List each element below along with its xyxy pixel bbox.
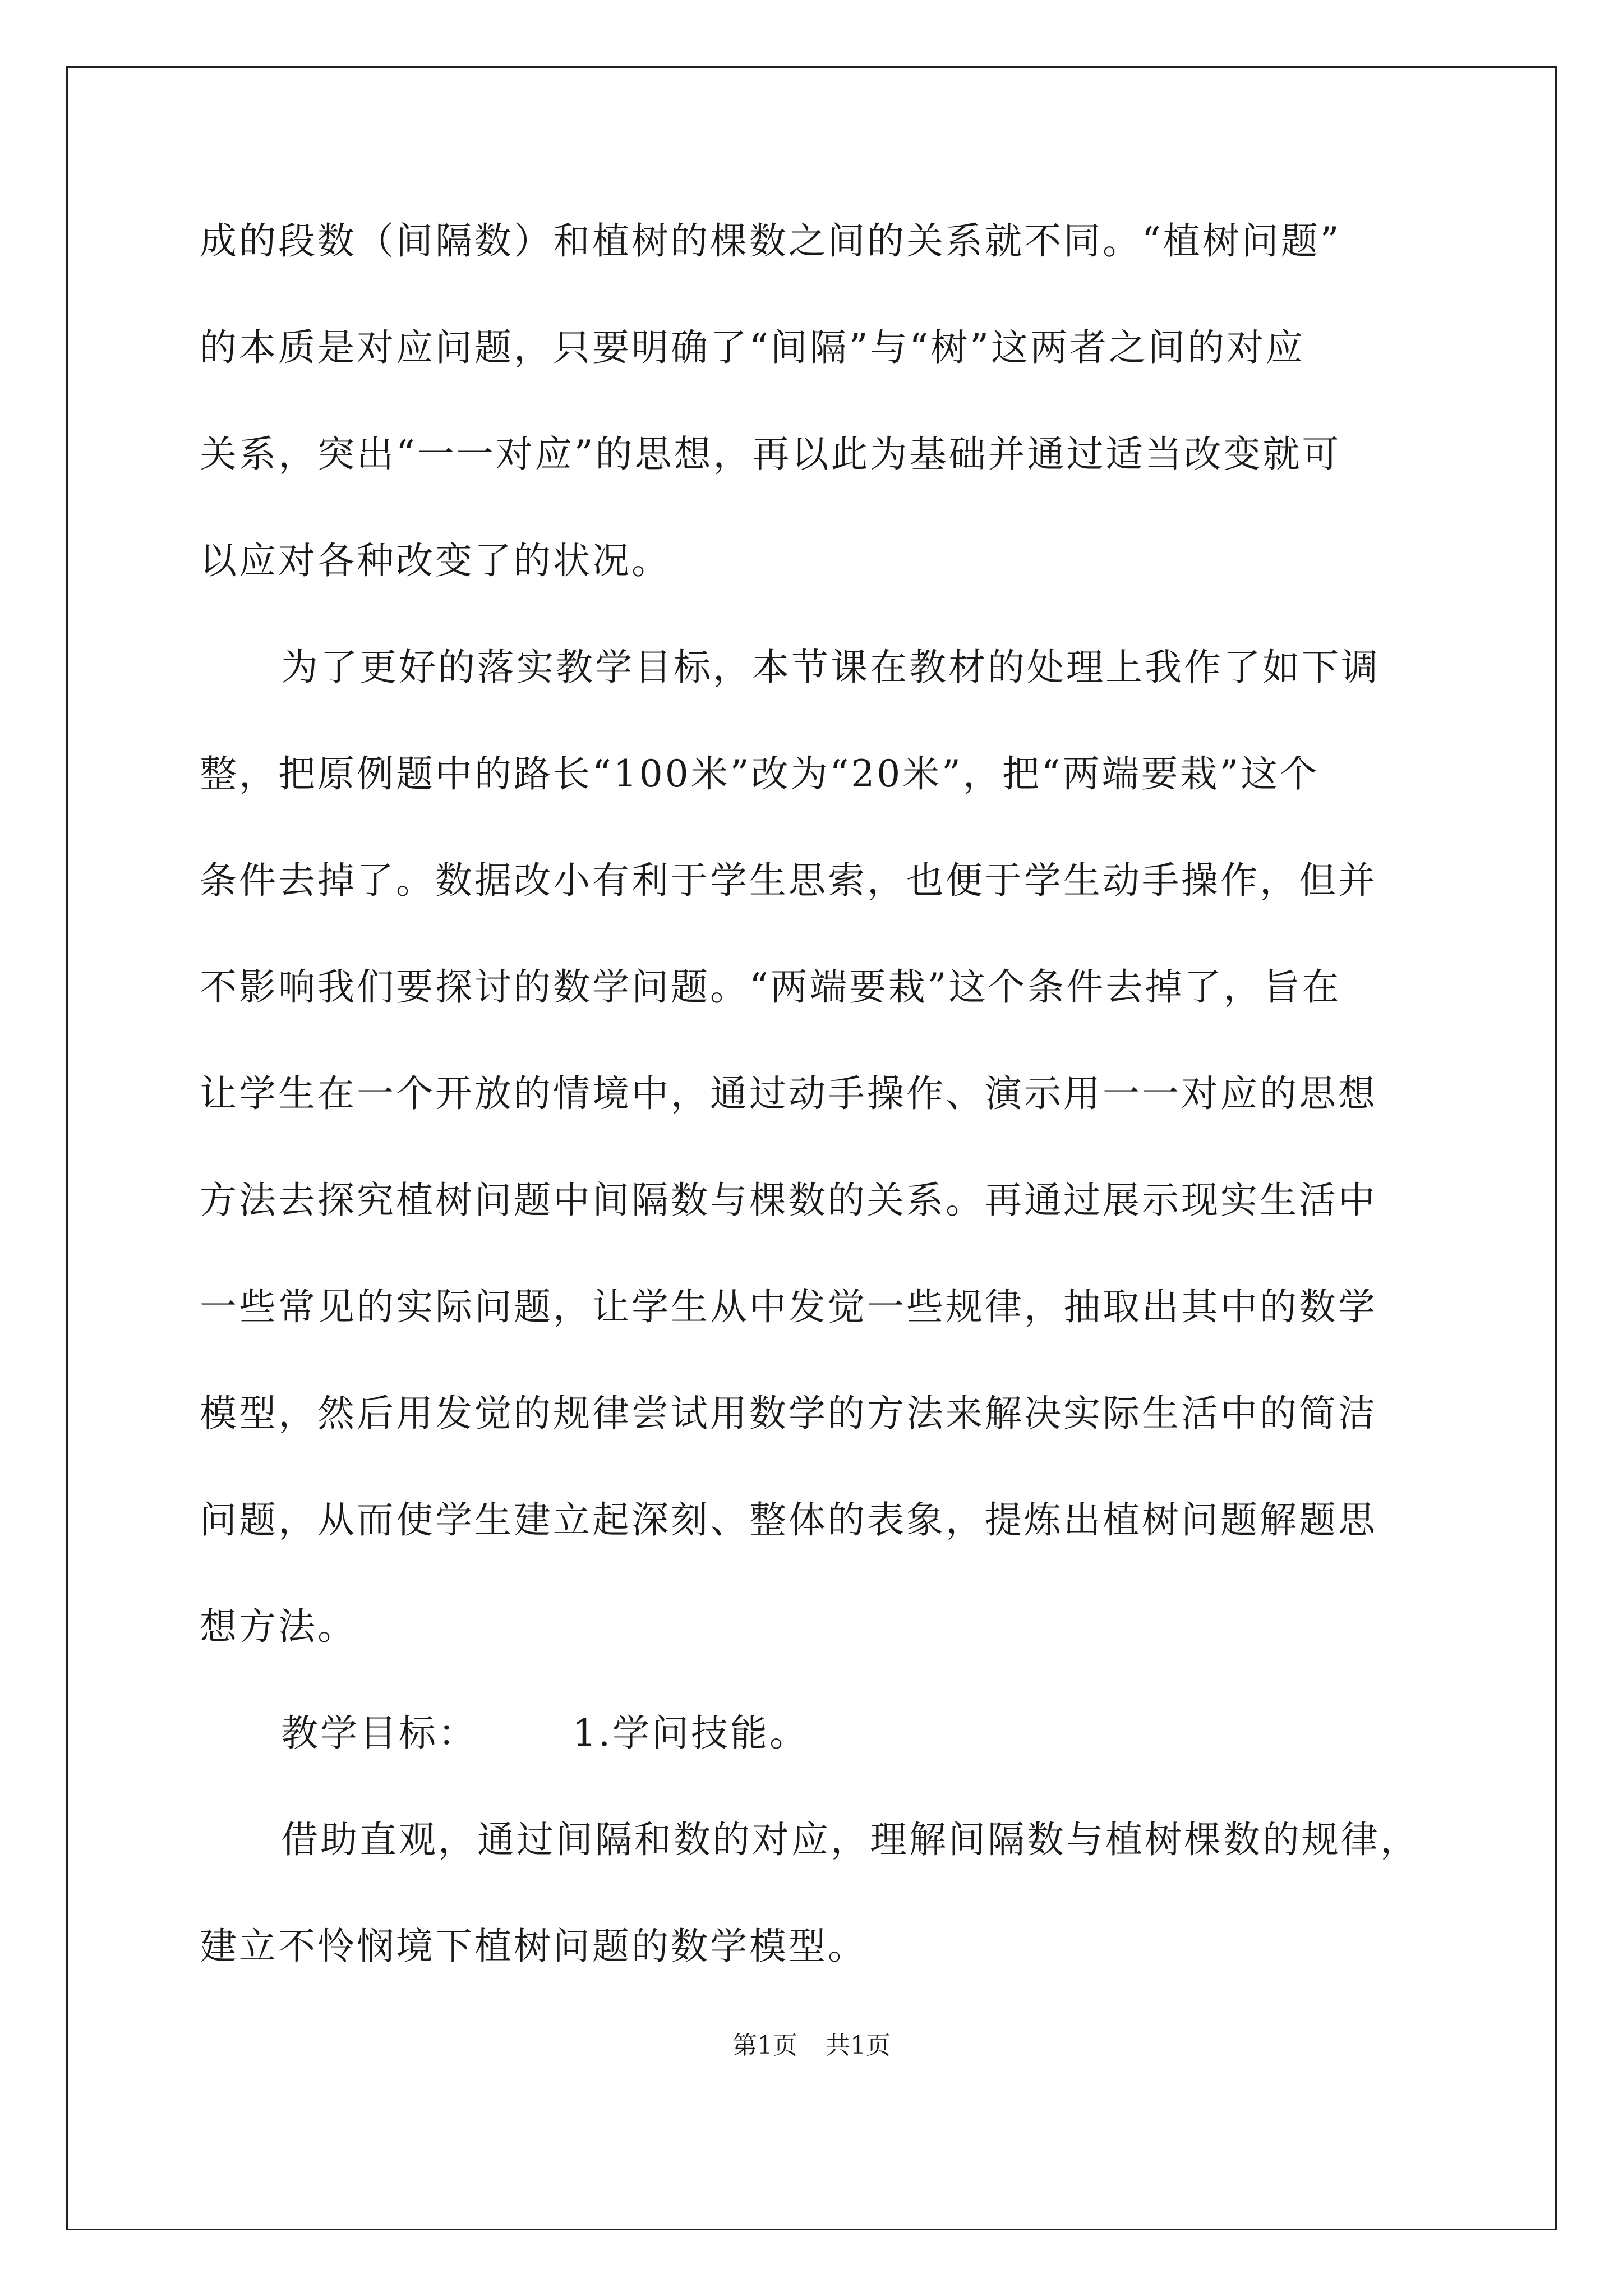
body-line: 让学生在一个开放的情境中，通过动手操作、演示用一一对应的思想 — [200, 1072, 1377, 1115]
body-line: 一些常见的实际问题，让学生从中发觉一些规律，抽取出其中的数学 — [200, 1285, 1377, 1328]
body-line: 以应对各种改变了的状况。 — [200, 539, 671, 582]
body-line: 想方法。 — [200, 1605, 357, 1648]
body-line: 整，把原例题中的路长“100米”改为“20米”，把“两端要栽”这个 — [200, 752, 1320, 795]
body-line: 的本质是对应问题，只要明确了“间隔”与“树”这两者之间的对应 — [200, 326, 1305, 369]
body-line: 问题，从而使学生建立起深刻、整体的表象，提炼出植树问题解题思 — [200, 1498, 1377, 1542]
document-body — [200, 213, 1428, 2025]
body-line: 不影响我们要探讨的数学问题。“两端要栽”这个条件去掉了，旨在 — [200, 965, 1341, 1009]
body-line: 建立不怜悯境下植树问题的数学模型。 — [200, 1925, 867, 1968]
page-footer — [0, 2025, 1623, 2061]
paragraph-first-line: 为了更好的落实教学目标，本节课在教材的处理上我作了如下调 — [281, 646, 1380, 689]
body-line: 方法去探究植树问题中间隔数与棵数的关系。再通过展示现实生活中 — [200, 1179, 1377, 1222]
body-line: 条件去掉了。数据改小有利于学生思索，也便于学生动手操作，但并 — [200, 859, 1377, 902]
teaching-goals-label: 教学目标： — [281, 1711, 477, 1755]
body-line: 成的段数（间隔数）和植树的棵数之间的关系就不同。“植树问题” — [200, 219, 1341, 263]
teaching-goals-line — [200, 1705, 1428, 1812]
body-line: 关系，突出“一一对应”的思想，再以此为基础并通过适当改变就可 — [200, 432, 1341, 476]
page-total: 共1页 — [826, 2031, 891, 2060]
teaching-goals-item: 1.学问技能。 — [573, 1711, 809, 1755]
page-number: 第1页 — [732, 2031, 797, 2060]
body-line: 模型，然后用发觉的规律尝试用数学的方法来解决实际生活中的简洁 — [200, 1392, 1377, 1435]
paragraph-first-line: 借助直观，通过间隔和数的对应，理解间隔数与植树棵数的规律， — [281, 1818, 1419, 1861]
